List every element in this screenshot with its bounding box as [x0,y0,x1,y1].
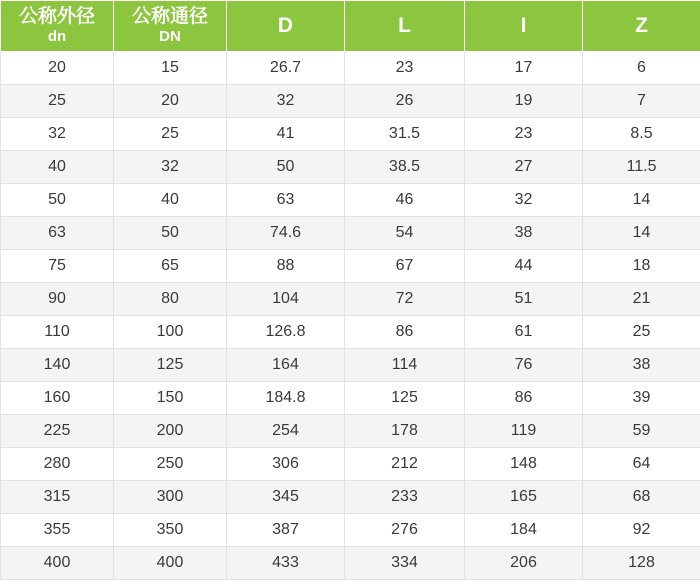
cell-dn-nominal: 150 [114,382,227,415]
cell-dn-outer: 32 [1,118,114,151]
cell-d: 26.7 [227,52,345,85]
table-row [1,514,700,547]
cell-dn-outer: 63 [1,217,114,250]
cell-i: 119 [465,415,583,448]
column-header-main-text: 公称外径 [19,6,95,27]
cell-i: 165 [465,481,583,514]
cell-d: 32 [227,85,345,118]
table-row [1,250,700,283]
cell-d: 126.8 [227,316,345,349]
cell-dn-nominal: 200 [114,415,227,448]
cell-i: 19 [465,85,583,118]
cell-l: 334 [345,547,465,580]
cell-z: 59 [583,415,700,448]
cell-l: 54 [345,217,465,250]
cell-l: 23 [345,52,465,85]
cell-d: 254 [227,415,345,448]
cell-dn-nominal: 65 [114,250,227,283]
cell-z: 92 [583,514,700,547]
column-header-main-text: L [349,14,460,38]
column-header-main-text: 公称通径 [132,6,208,27]
cell-l: 67 [345,250,465,283]
cell-dn-outer: 110 [1,316,114,349]
table-header [1,1,700,52]
table-row [1,316,700,349]
cell-dn-outer: 40 [1,151,114,184]
table-row [1,118,700,151]
table-row [1,151,700,184]
cell-z: 39 [583,382,700,415]
cell-i: 184 [465,514,583,547]
cell-dn-nominal: 40 [114,184,227,217]
cell-z: 68 [583,481,700,514]
cell-l: 125 [345,382,465,415]
cell-dn-nominal: 20 [114,85,227,118]
cell-dn-outer: 355 [1,514,114,547]
cell-dn-nominal: 300 [114,481,227,514]
cell-d: 41 [227,118,345,151]
cell-i: 23 [465,118,583,151]
cell-i: 61 [465,316,583,349]
cell-z: 14 [583,217,700,250]
column-header-main-text: Z [587,14,696,38]
cell-d: 164 [227,349,345,382]
column-header-sub-text: DN [118,28,222,45]
cell-d: 63 [227,184,345,217]
cell-l: 212 [345,448,465,481]
cell-dn-outer: 315 [1,481,114,514]
cell-z: 14 [583,184,700,217]
cell-dn-nominal: 250 [114,448,227,481]
cell-dn-nominal: 125 [114,349,227,382]
cell-dn-outer: 160 [1,382,114,415]
table-row [1,52,700,85]
column-header-sub-text: dn [5,28,109,45]
cell-z: 25 [583,316,700,349]
cell-dn-nominal: 400 [114,547,227,580]
cell-dn-nominal: 100 [114,316,227,349]
column-header-dn-nominal [114,1,227,52]
cell-dn-outer: 225 [1,415,114,448]
table-row [1,448,700,481]
cell-i: 38 [465,217,583,250]
cell-dn-outer: 400 [1,547,114,580]
cell-l: 38.5 [345,151,465,184]
column-header-l [345,1,465,52]
cell-d: 184.8 [227,382,345,415]
cell-z: 6 [583,52,700,85]
cell-dn-outer: 20 [1,52,114,85]
cell-z: 38 [583,349,700,382]
table-row [1,217,700,250]
cell-i: 148 [465,448,583,481]
cell-dn-outer: 140 [1,349,114,382]
cell-dn-outer: 75 [1,250,114,283]
cell-d: 88 [227,250,345,283]
cell-i: 51 [465,283,583,316]
cell-d: 50 [227,151,345,184]
cell-dn-outer: 90 [1,283,114,316]
cell-i: 44 [465,250,583,283]
cell-z: 11.5 [583,151,700,184]
table-row [1,547,700,580]
cell-d: 74.6 [227,217,345,250]
table-row [1,415,700,448]
cell-l: 31.5 [345,118,465,151]
cell-z: 64 [583,448,700,481]
cell-z: 8.5 [583,118,700,151]
table-row [1,349,700,382]
column-header-z [583,1,700,52]
cell-dn-outer: 280 [1,448,114,481]
cell-l: 114 [345,349,465,382]
cell-z: 7 [583,85,700,118]
cell-d: 104 [227,283,345,316]
cell-i: 17 [465,52,583,85]
cell-dn-nominal: 80 [114,283,227,316]
cell-d: 433 [227,547,345,580]
column-header-main-text: D [231,14,340,38]
cell-i: 27 [465,151,583,184]
cell-l: 26 [345,85,465,118]
cell-l: 72 [345,283,465,316]
cell-d: 387 [227,514,345,547]
column-header-d [227,1,345,52]
cell-z: 18 [583,250,700,283]
cell-z: 21 [583,283,700,316]
table-row [1,85,700,118]
cell-i: 32 [465,184,583,217]
cell-dn-nominal: 25 [114,118,227,151]
cell-l: 276 [345,514,465,547]
cell-dn-nominal: 32 [114,151,227,184]
cell-dn-nominal: 15 [114,52,227,85]
cell-i: 206 [465,547,583,580]
table-row [1,184,700,217]
cell-dn-nominal: 50 [114,217,227,250]
cell-z: 128 [583,547,700,580]
cell-dn-nominal: 350 [114,514,227,547]
cell-d: 345 [227,481,345,514]
cell-l: 46 [345,184,465,217]
table-body [1,52,700,580]
cell-l: 178 [345,415,465,448]
cell-dn-outer: 50 [1,184,114,217]
cell-dn-outer: 25 [1,85,114,118]
column-header-i [465,1,583,52]
cell-l: 233 [345,481,465,514]
header-row [1,1,700,52]
column-header-dn-outer [1,1,114,52]
cell-d: 306 [227,448,345,481]
column-header-main-text: I [469,14,578,38]
cell-i: 76 [465,349,583,382]
table-row [1,283,700,316]
cell-l: 86 [345,316,465,349]
cell-i: 86 [465,382,583,415]
table-row [1,382,700,415]
table-row [1,481,700,514]
